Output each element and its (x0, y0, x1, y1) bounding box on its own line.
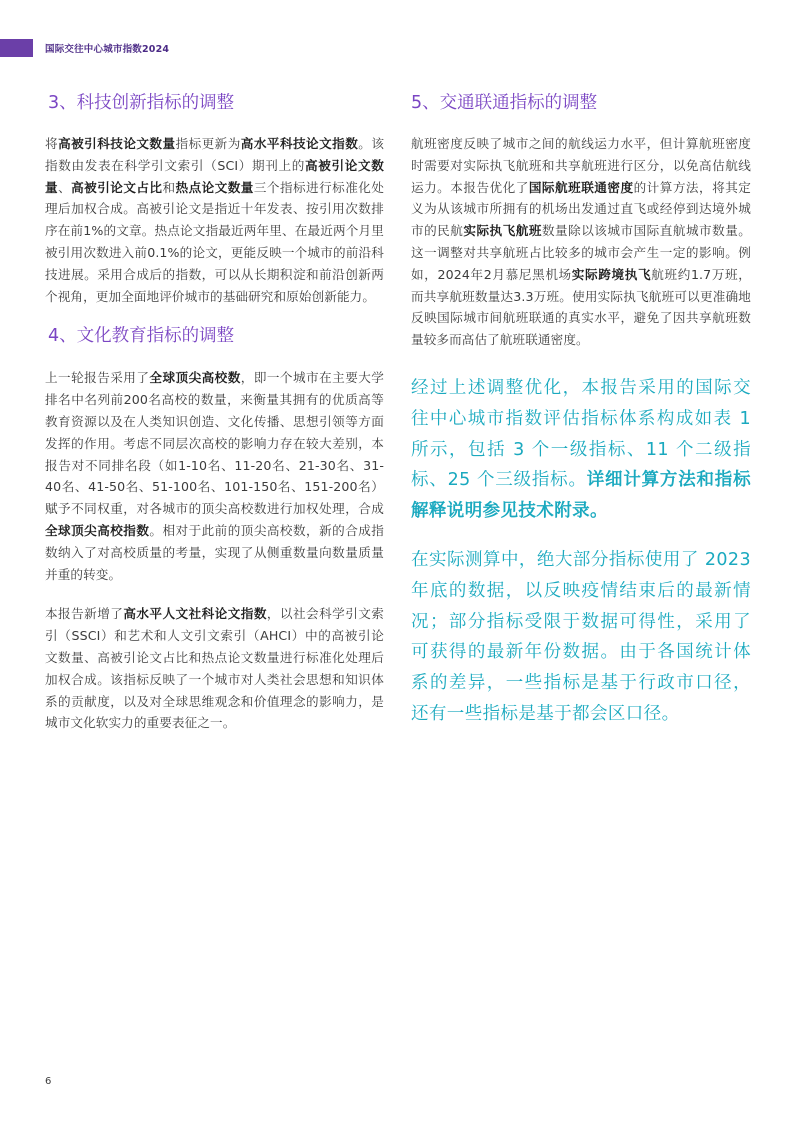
section-4-title: 4、文化教育指标的调整 (48, 326, 235, 347)
summary-callout-1: 经过上述调整优化，本报告采用的国际交往中心城市指数评估指标体系构成如表 1 所示，包括 3 个一级指标、11 个二级指标、25 个三级指标。详细计算方法和指标解释说明参见技术附录。 (411, 377, 751, 522)
section-5-paragraph: 航班密度反映了城市之间的航线运力水平，但计算航班密度时需要对实际执飞航班和共享航班进行区分，以免高估航线运力。本报告优化了国际航班联通密度的计算方法，将其定义为从该城市所拥有的机场出发通过直飞或经停到达境外城市的民航实际执飞航班数量除以该城市国际直航城市数量。这一调整对共享航班占比较多的城市会产生一定的影响。例如，2024年2月慕尼黑机场实际跨境执飞航班约1.7万班，而共享航班数量达3.3万班。使用实际执飞航班可以更准确地反映国际城市间航班联通的真实水平，避免了因共享航班数量较多而高估了航班联通密度。 (411, 136, 751, 348)
right-column (411, 92, 751, 730)
page-number: 6 (45, 1076, 52, 1087)
header-accent-bar (0, 39, 33, 57)
summary-callout-2: 在实际测算中，绝大部分指标使用了 2023 年底的数据，以反映疫情结束后的最新情况；部分指标受限于数据可得性，采用了可获得的最新年份数据。由于各国统计体系的差异，一些指标是基于行政市口径，还有一些指标是基于都会区口径。 (411, 549, 751, 724)
section-3-title: 3、科技创新指标的调整 (48, 93, 235, 113)
running-header-title: 国际交往中心城市指数2024 (45, 44, 170, 55)
section-5-title: 5、交通联通指标的调整 (411, 93, 598, 113)
left-column (45, 92, 384, 734)
section-4-paragraph-1: 上一轮报告采用了全球顶尖高校数，即一个城市在主要大学排名中名列前200名高校的数量，来衡量其拥有的优质高等教育资源以及在人类知识创造、文化传播、思想引领等方面发挥的作用。考虑不同层次高校的影响力存在较大差别，本报告对不同排名段（如1-10名、11-20名、21-30名、31-40名、41-50名、51-100名、101-150名、151-200名）赋予不同权重，对各城市的顶尖高校数进行加权处理，合成全球顶尖高校指数。相对于此前的顶尖高校数，新的合成指数纳入了对高校质量的考量，实现了从侧重数量向数量质量并重的转变。 (45, 370, 384, 582)
section-3-paragraph: 将高被引科技论文数量指标更新为高水平科技论文指数。该指数由发表在科学引文索引（SCI）期刊上的高被引论文数量、高被引论文占比和热点论文数量三个指标进行标准化处理后加权合成。高被引论文是指近十年发表、按引用次数排序在前1%的文章。热点论文指最近两年里、在最近两个月里被引用次数进入前0.1%的论文，更能反映一个城市的前沿科技进展。采用合成后的指数，可以从长期积淀和前沿创新两个视角，更加全面地评价城市的基础研究和原始创新能力。 (45, 136, 385, 304)
section-4-paragraph-2: 本报告新增了高水平人文社科论文指数，以社会科学引文索引（SSCI）和艺术和人文引文索引（AHCI）中的高被引论文数量、高被引论文占比和热点论文数量进行标准化处理后加权合成。该指标反映了一个城市对人类社会思想和知识体系的贡献度，以及对全球思维观念和价值理念的影响力，是城市文化软实力的重要表征之一。 (45, 606, 384, 731)
